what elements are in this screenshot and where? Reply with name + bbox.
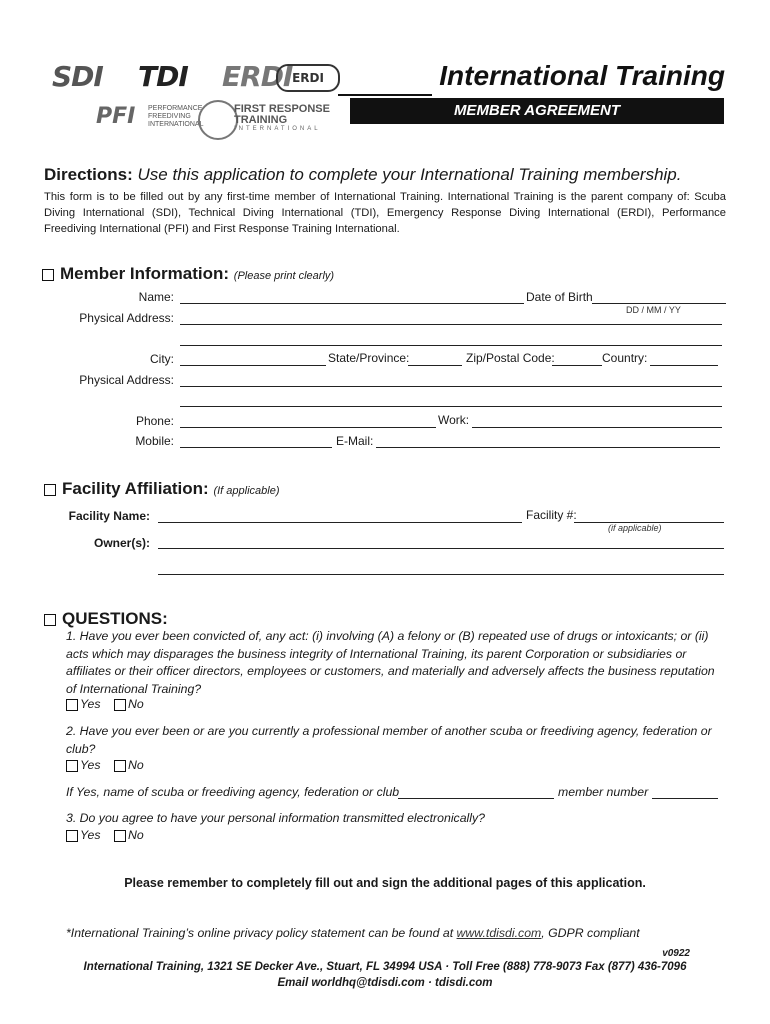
- question-2-options: [66, 758, 144, 772]
- address2-label: Physical Address:: [79, 373, 174, 387]
- city-field[interactable]: [180, 364, 326, 366]
- pfi-logo-subtitle: PERFORMANCE FREEDIVING INTERNATIONAL: [148, 105, 204, 128]
- owners-field[interactable]: [158, 547, 724, 549]
- member-note: (Please print clearly): [233, 270, 335, 282]
- facility-title: Facility Affiliation:: [62, 479, 209, 498]
- email-label: E-Mail:: [336, 434, 374, 448]
- q2-agency-field[interactable]: [398, 797, 554, 799]
- q2-yes-checkbox[interactable]: [66, 760, 78, 772]
- erdi-badge-logo: ERDI: [276, 64, 340, 92]
- q1-yes-label: Yes: [80, 697, 101, 711]
- q2-member-label: member number: [558, 785, 649, 799]
- dob-format: DD / MM / YY: [626, 305, 681, 315]
- reminder-text: Please remember to completely fill out and sign the additional pages of this application.: [124, 876, 646, 890]
- pfi-logo: PFI: [96, 104, 136, 129]
- q3-no-checkbox[interactable]: [114, 830, 126, 842]
- q2-yes-label: Yes: [80, 758, 101, 772]
- facility-note: (If applicable): [213, 485, 280, 497]
- address2-field[interactable]: [180, 385, 722, 387]
- question-1: 1. Have you ever been convicted of, any act: (i) involving (A) a felony or (B) repeated use of drugs or intoxicants; or (ii) acts which may disparages the business integrity of International Training, its parent Corporation or subsidiaries or affiliates or their officer directors, employees or customers, and materially and adversely affects the business reputation of International Training?: [66, 629, 715, 696]
- address2-field-line2[interactable]: [180, 405, 722, 407]
- question-2: 2. Have you ever been or are you currently a professional member of another scuba or freediving agency, federation or club?: [66, 724, 712, 756]
- q3-yes-label: Yes: [80, 828, 101, 842]
- q2-member-number-field[interactable]: [652, 797, 718, 799]
- first-response-training: TRAINING: [234, 114, 288, 126]
- phone-field[interactable]: [180, 426, 436, 428]
- facility-name-field[interactable]: [158, 521, 522, 523]
- privacy-statement: [66, 926, 640, 940]
- facility-number-note: (if applicable): [608, 523, 662, 533]
- work-field[interactable]: [472, 426, 722, 428]
- address-field-line2[interactable]: [180, 344, 722, 346]
- address-label: Physical Address:: [79, 311, 174, 325]
- directions-label: Directions:: [44, 165, 133, 184]
- erdi-logo: ERDI: [222, 60, 293, 93]
- header-rule: [338, 94, 432, 96]
- page-title: International Training: [439, 60, 725, 91]
- q2-followup-label: If Yes, name of scuba or freediving agency, federation or club: [66, 785, 400, 799]
- dob-field[interactable]: [592, 302, 726, 304]
- zip-label: Zip/Postal Code:: [466, 351, 555, 365]
- mobile-field[interactable]: [180, 446, 332, 448]
- sdi-logo: SDI: [52, 60, 103, 93]
- questions-title: QUESTIONS:: [62, 609, 168, 628]
- facility-section-checkbox[interactable]: [44, 484, 56, 496]
- member-section-checkbox[interactable]: [42, 269, 54, 281]
- questions-section-checkbox[interactable]: [44, 614, 56, 626]
- question-3: 3. Do you agree to have your personal information transmitted electronically?: [66, 811, 486, 825]
- questions-heading: [44, 609, 168, 629]
- country-label: Country:: [602, 351, 648, 365]
- name-field[interactable]: [180, 302, 524, 304]
- q3-no-label: No: [127, 828, 144, 842]
- name-label: Name:: [138, 290, 174, 304]
- facility-name-label: Facility Name:: [68, 509, 150, 523]
- first-response-logo: [234, 104, 330, 126]
- mobile-label: Mobile:: [135, 434, 174, 448]
- zip-field[interactable]: [552, 364, 602, 366]
- footer-email: Email worldhq@tdisdi.com · tdisdi.com: [277, 977, 493, 989]
- state-label: State/Province:: [328, 351, 410, 365]
- country-field[interactable]: [650, 364, 718, 366]
- dob-label: Date of Birth: [526, 290, 593, 304]
- header-banner: MEMBER AGREEMENT: [350, 98, 724, 124]
- directions-text: Use this application to complete your International Training membership.: [137, 165, 682, 184]
- phone-label: Phone:: [135, 414, 174, 428]
- question-3-options: [66, 828, 144, 842]
- q1-no-checkbox[interactable]: [114, 699, 126, 711]
- work-label: Work:: [438, 413, 470, 427]
- privacy-gdpr: , GDPR compliant: [541, 926, 640, 940]
- privacy-link[interactable]: www.tdisdi.com: [456, 926, 542, 940]
- city-label: City:: [150, 352, 174, 366]
- first-response-heart-icon: [198, 100, 238, 140]
- q2-no-checkbox[interactable]: [114, 760, 126, 772]
- q1-no-label: No: [127, 697, 144, 711]
- version-label: v0922: [662, 948, 690, 959]
- address-field[interactable]: [180, 323, 722, 325]
- question-1-options: [66, 697, 144, 711]
- q3-yes-checkbox[interactable]: [66, 830, 78, 842]
- owners-field-line2[interactable]: [158, 573, 724, 575]
- email-field[interactable]: [376, 446, 720, 448]
- owners-label: Owner(s):: [93, 536, 150, 550]
- directions-body: This form is to be filled out by any first-time member of International Training. International Training is the parent company of: Scuba Diving International (SDI), Technical Diving International (TDI), Emergency Response Diving International (ERDI), Performance Freediving International (PFI) and First Response Training International.: [44, 191, 726, 235]
- privacy-text: *International Training’s online privacy policy statement can be found at: [66, 926, 457, 940]
- first-response-title: FIRST RESPONSE: [234, 103, 330, 115]
- state-field[interactable]: [408, 364, 462, 366]
- q2-no-label: No: [127, 758, 144, 772]
- q1-yes-checkbox[interactable]: [66, 699, 78, 711]
- facility-section-heading: [44, 479, 280, 499]
- tdi-logo: TDI: [138, 60, 188, 93]
- facility-number-label: Facility #:: [526, 508, 577, 522]
- footer-address: International Training, 1321 SE Decker Ave., Stuart, FL 34994 USA · Toll Free (888) 778-9073 Fax (877) 436-7096: [83, 961, 687, 973]
- directions-heading: [44, 165, 682, 185]
- member-title: Member Information:: [60, 264, 230, 283]
- first-response-international: INTERNATIONAL: [234, 126, 321, 132]
- member-section-heading: [42, 264, 334, 284]
